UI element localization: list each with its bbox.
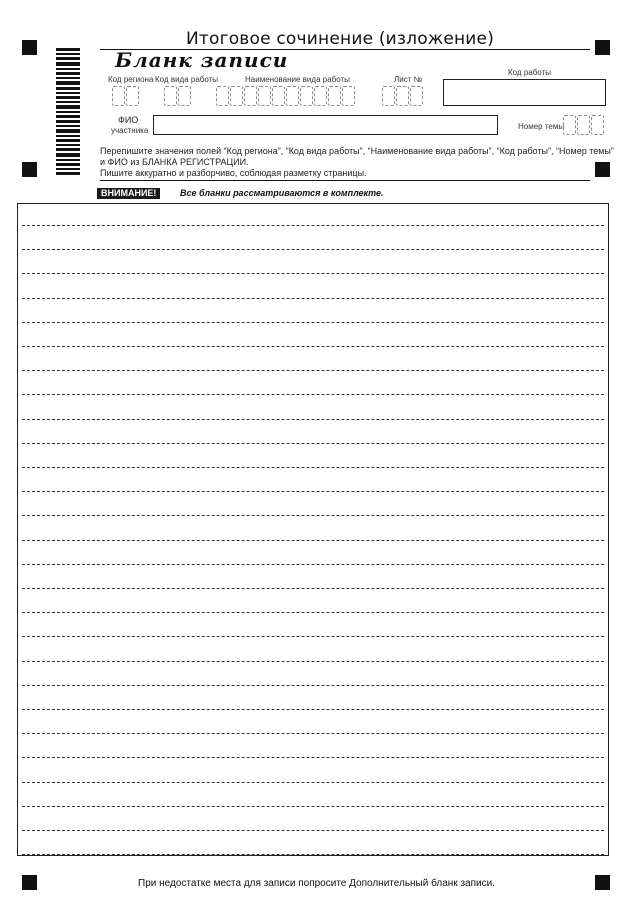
work-type-name-cell[interactable] (216, 86, 229, 106)
barcode-bar (56, 81, 80, 85)
work-type-code-cell[interactable] (164, 86, 177, 106)
sheet-label: Лист № (394, 75, 423, 84)
writing-line (22, 709, 604, 710)
footer-note: При недостатке места для записи попросите Дополнительный бланк записи. (138, 878, 495, 889)
fio-label: ФИО (118, 115, 139, 125)
writing-line (22, 782, 604, 783)
writing-line (22, 419, 604, 420)
corner-marker-top-right (595, 40, 610, 55)
barcode-bar (56, 148, 80, 151)
topic-number-cell[interactable] (577, 115, 590, 135)
barcode-bar (56, 87, 80, 90)
barcode-bar (56, 153, 80, 157)
barcode-bar (56, 62, 80, 66)
sheet-number-cell[interactable] (396, 86, 409, 106)
work-type-name-cell[interactable] (328, 86, 341, 106)
barcode-bar (56, 72, 80, 75)
barcode-bar (56, 120, 80, 123)
work-type-code-field[interactable] (164, 86, 191, 106)
instruction-line-2: и ФИО из БЛАНКА РЕГИСТРАЦИИ. (100, 157, 249, 167)
work-type-name-cell[interactable] (230, 86, 243, 106)
writing-line (22, 467, 604, 468)
writing-line (22, 346, 604, 347)
header-rule (100, 180, 590, 181)
writing-line (22, 806, 604, 807)
barcode-bar (56, 129, 80, 133)
corner-marker-mid-right (595, 162, 610, 177)
barcode-bar (56, 105, 80, 109)
barcode-bar (56, 48, 80, 51)
writing-line (22, 394, 604, 395)
barcode-bar (56, 125, 80, 127)
work-type-name-cell[interactable] (272, 86, 285, 106)
barcode-bar (56, 139, 80, 142)
corner-marker-mid-left (22, 162, 37, 177)
barcode-bar (56, 144, 80, 146)
work-code-field[interactable] (443, 79, 606, 106)
writing-line (22, 249, 604, 250)
writing-line (22, 273, 604, 274)
writing-line (22, 636, 604, 637)
work-type-name-cell[interactable] (314, 86, 327, 106)
form-title: Итоговое сочинение (изложение) (185, 29, 495, 49)
barcode-bar (56, 96, 80, 99)
work-type-name-cell[interactable] (300, 86, 313, 106)
work-type-name-cell[interactable] (244, 86, 257, 106)
blank-title: Бланк записи (115, 48, 289, 72)
instruction-line-1: Перепишите значения полей “Код региона”, “Код вида работы”, “Наименование вида работы”, “Код работы”, “Номер темы” (100, 146, 614, 156)
writing-line (22, 661, 604, 662)
attention-text: Все бланки рассматриваются в комплекте. (180, 188, 384, 198)
writing-line (22, 564, 604, 565)
work-type-name-label: Наименование вида работы (245, 75, 350, 84)
topic-number-label: Номер темы (518, 122, 565, 131)
sheet-number-cell[interactable] (382, 86, 395, 106)
work-type-code-cell[interactable] (178, 86, 191, 106)
writing-line (22, 322, 604, 323)
instruction-line-3: Пишите аккуратно и разборчиво, соблюдая разметку страницы. (100, 168, 367, 178)
writing-line (22, 370, 604, 371)
barcode-bar (56, 172, 80, 175)
participant-label: участника (111, 126, 149, 135)
writing-line (22, 854, 604, 855)
writing-area[interactable] (17, 203, 609, 856)
work-type-name-cell[interactable] (342, 86, 355, 106)
writing-line (22, 515, 604, 516)
work-type-code-label: Код вида работы (155, 75, 219, 84)
barcode (56, 48, 80, 177)
writing-line (22, 685, 604, 686)
work-type-name-cell[interactable] (286, 86, 299, 106)
barcode-bar (56, 115, 80, 118)
barcode-bar (56, 92, 80, 94)
sheet-number-field[interactable] (382, 86, 423, 106)
barcode-bar (56, 159, 80, 161)
sheet-number-cell[interactable] (410, 86, 423, 106)
barcode-bar (56, 68, 80, 70)
work-type-name-field[interactable] (216, 86, 355, 106)
writing-line (22, 298, 604, 299)
work-code-label: Код работы (508, 68, 551, 77)
writing-line (22, 540, 604, 541)
writing-line (22, 733, 604, 734)
region-code-cell[interactable] (112, 86, 125, 106)
barcode-bar (56, 101, 80, 103)
writing-line (22, 757, 604, 758)
topic-number-cell[interactable] (563, 115, 576, 135)
topic-number-field[interactable] (563, 115, 604, 135)
attention-badge: ВНИМАНИЕ! (97, 188, 160, 199)
barcode-bar (56, 168, 80, 170)
barcode-bar (56, 135, 80, 137)
region-code-field[interactable] (112, 86, 139, 106)
corner-marker-top-left (22, 40, 37, 55)
writing-line (22, 443, 604, 444)
writing-line (22, 830, 604, 831)
topic-number-cell[interactable] (591, 115, 604, 135)
region-code-cell[interactable] (126, 86, 139, 106)
work-type-name-cell[interactable] (258, 86, 271, 106)
barcode-bar (56, 163, 80, 166)
barcode-bar (56, 57, 80, 60)
writing-line (22, 491, 604, 492)
region-code-label: Код региона (108, 75, 154, 84)
barcode-bar (56, 53, 80, 55)
writing-line (22, 588, 604, 589)
writing-line (22, 225, 604, 226)
barcode-bar (56, 111, 80, 113)
fio-field[interactable] (153, 115, 498, 135)
writing-line (22, 612, 604, 613)
barcode-bar (56, 77, 80, 79)
